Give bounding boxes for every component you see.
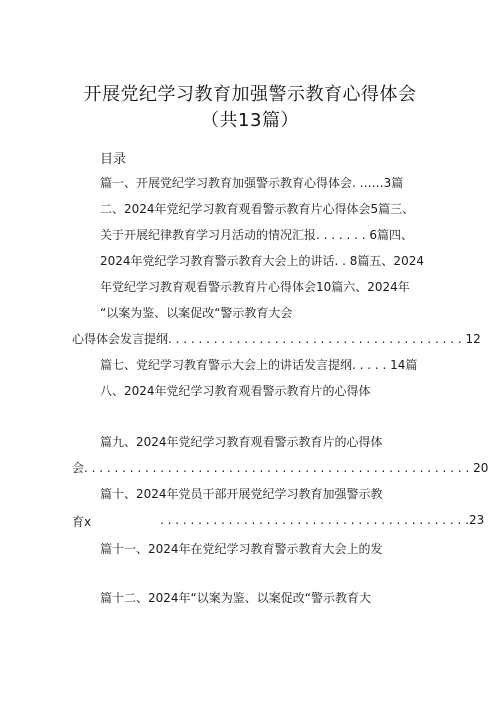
toc-line: 篇九、2024年党纪学习教育观看警示教育片的心得体 [100,435,383,449]
toc-line: 2024年党纪学习教育警示教育大会上的讲话. . 8篇五、2024 [100,254,424,268]
toc-line: 八、2024年党纪学习教育观看警示教育片的心得体 [100,384,371,398]
toc-line: “以案为鉴、以案促改“警示教育大会 [100,306,293,320]
toc-line: 篇十二、2024年“以案为鉴、以案促改“警示教育大 [100,591,371,605]
toc-line: 篇七、党纪学习教育警示大会上的讲话发言提纲. . . . . 14篇 [100,358,418,372]
toc-line: 心得体会发言提纲. . . . . . . . . . . . . . . . . . . . . . . . . . . . . . . . . . . . . . . 12 [72,332,481,346]
toc-line: 育x [72,515,92,529]
document-subtitle: （共13篇） [201,110,299,131]
toc-line: 年党纪学习教育观看警示教育片心得体会10篇六、2024年 [100,280,410,294]
toc-line: 二、2024年党纪学习教育观看警示教育片心得体会5篇三、 [100,202,415,216]
toc-line: 篇一、开展党纪学习教育加强警示教育心得体会. ……3篇 [100,176,404,190]
toc-line: 会. . . . . . . . . . . . . . . . . . . . . . . . . . . . . . . . . . . . . . . . . . . . . . . . . . . 20 [72,461,489,475]
toc-line: 关于开展纪律教育学习月活动的情况汇报. . . . . . . 6篇四、 [100,228,414,242]
toc-line: 篇十、2024年党员干部开展党纪学习教育加强警示教 [100,487,383,501]
toc-line: . . . . . . . . . . . . . . . . . . . . . . . . . . . . . . . . . . . . . . . . .23 [160,513,485,527]
document-title: 开展党纪学习教育加强警示教育心得体会 [83,84,417,105]
toc-line: 篇十一、2024年在党纪学习教育警示教育大会上的发 [100,542,383,556]
toc-heading: 目录 [100,152,127,167]
